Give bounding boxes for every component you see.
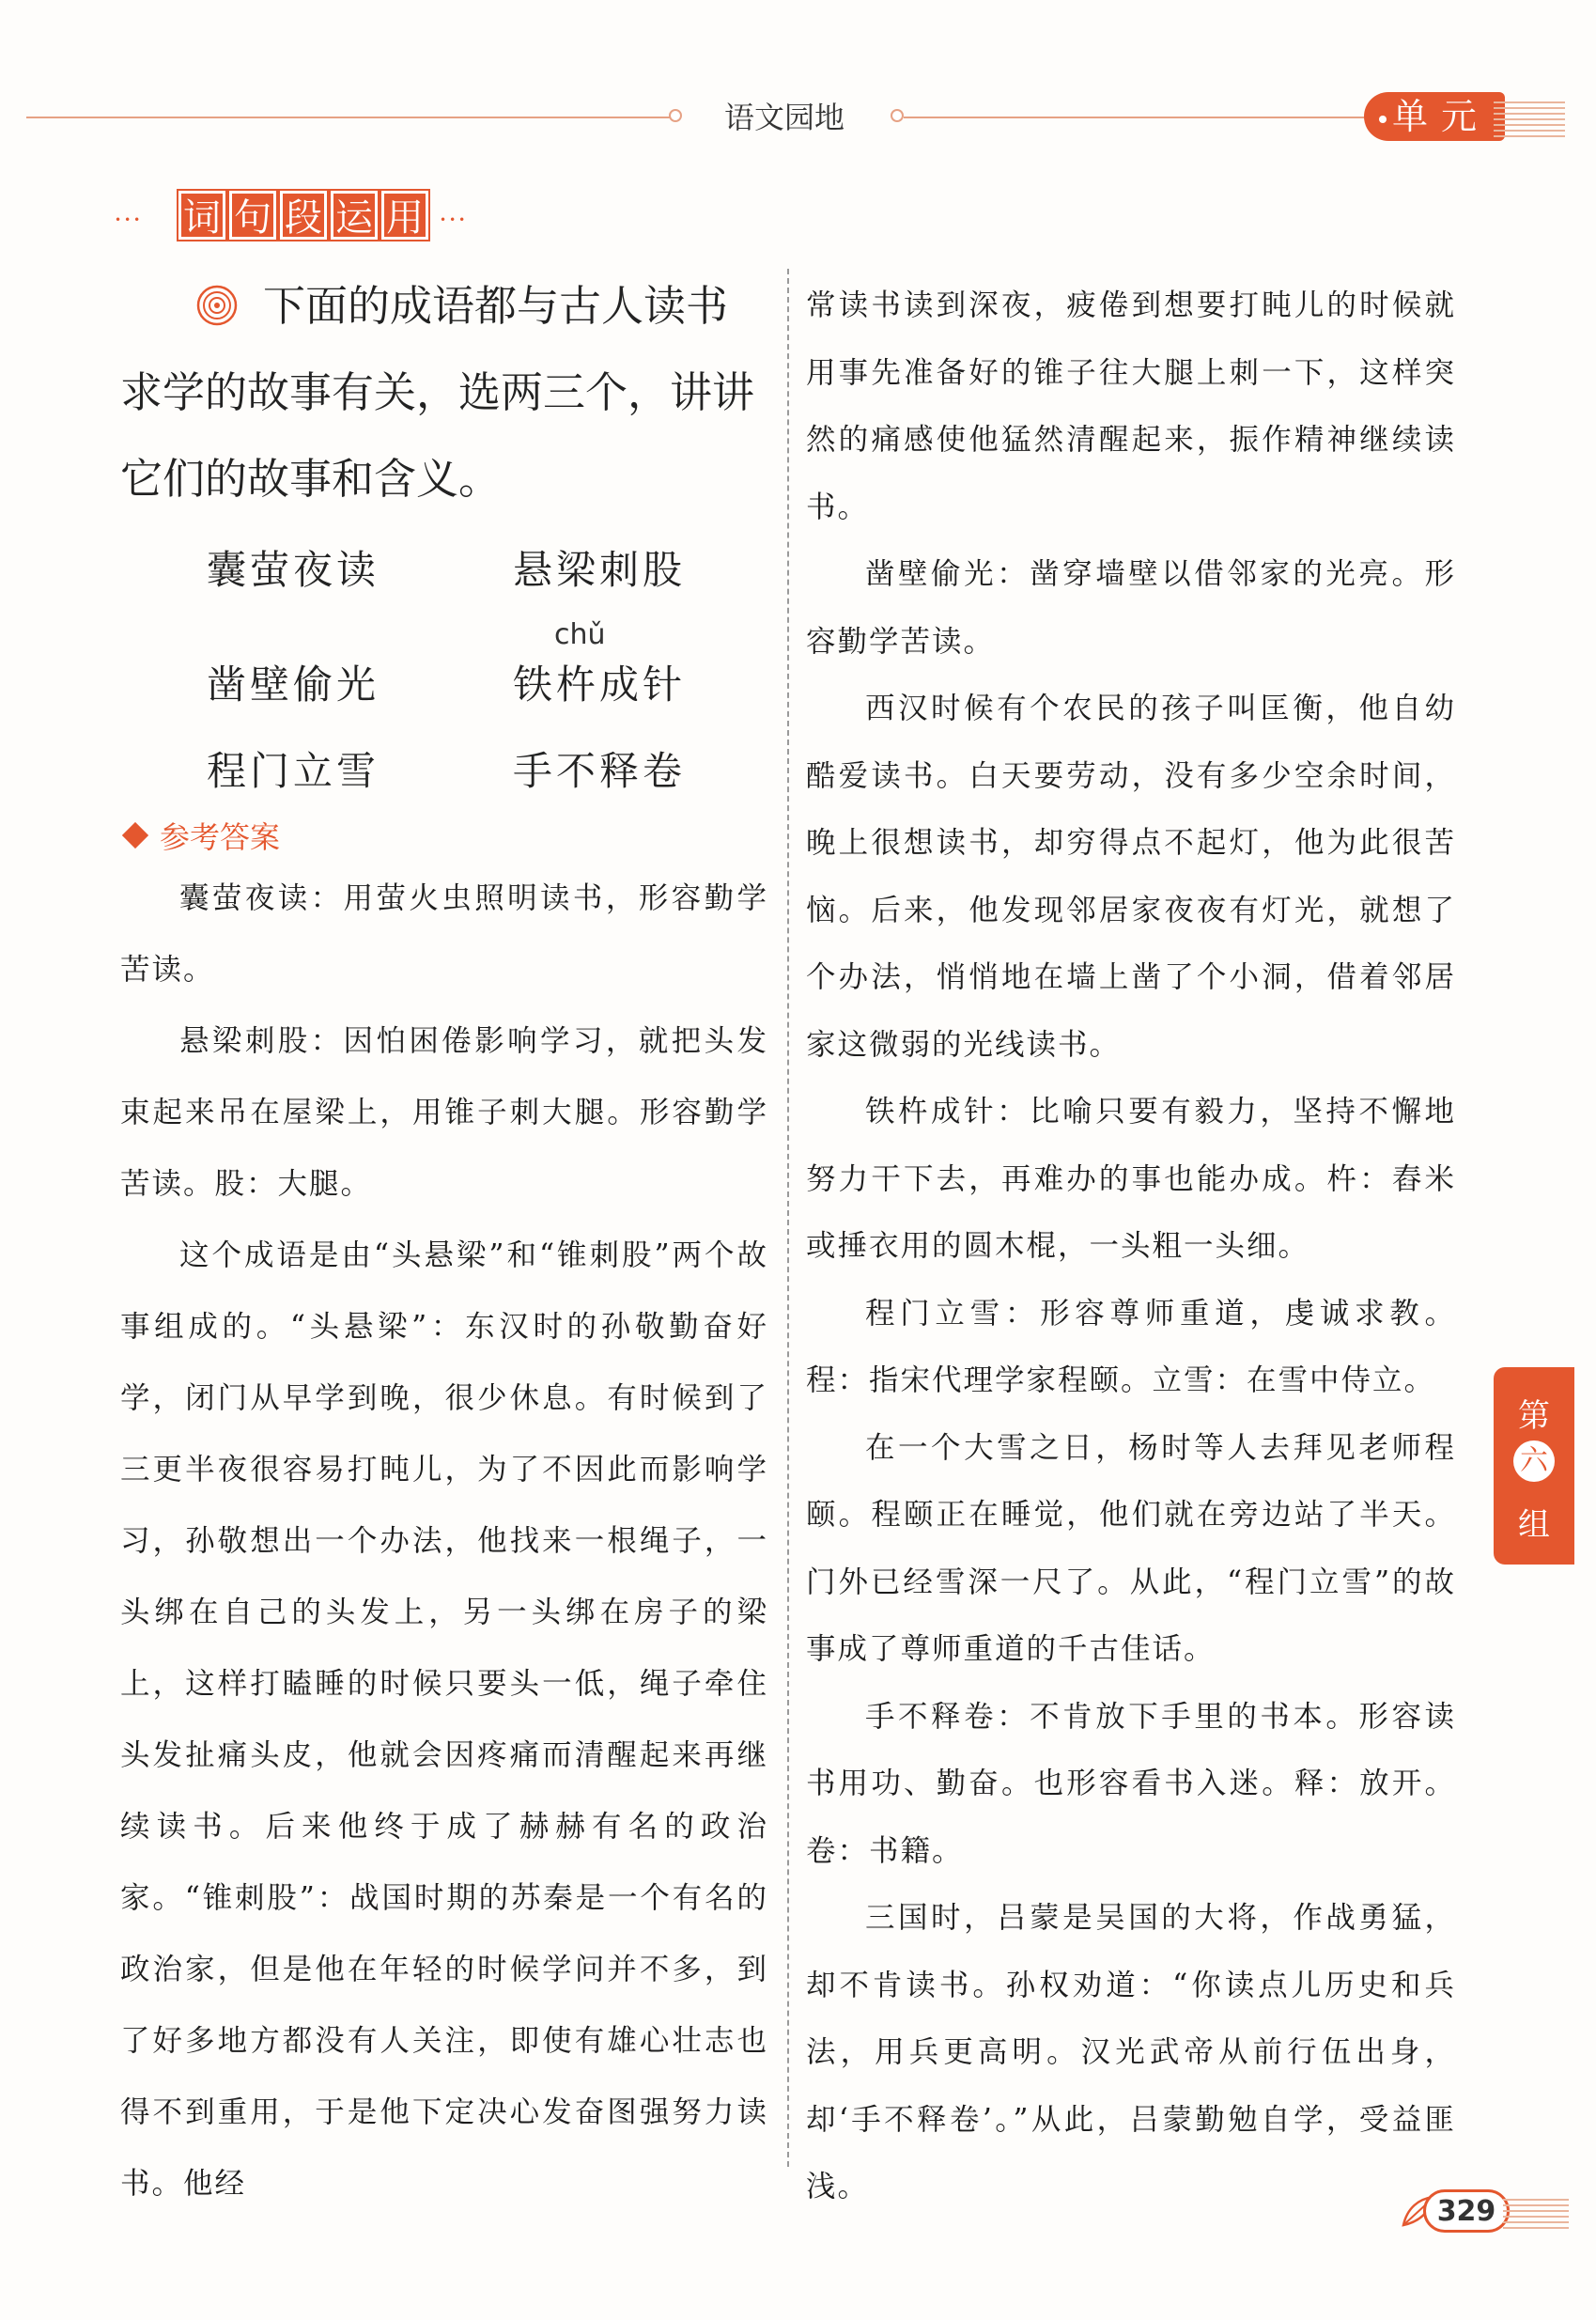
column-divider (787, 269, 789, 2167)
idiom-list (120, 528, 768, 801)
side-tab-line3: 组 (1518, 1506, 1550, 1544)
unit-badge (1364, 92, 1505, 141)
reference-answer-text: 参考答案 (160, 819, 281, 855)
left-answer-text (120, 863, 768, 2219)
section-tag-dots-left: ••• (115, 213, 144, 226)
section-tag-char: 段 (280, 191, 327, 240)
exercise-prompt-block (120, 263, 768, 522)
answer-paragraph: 囊萤夜读：用萤火虫照明读书，形容勤学苦读。 (120, 881, 768, 987)
answer-paragraph: 在一个大雪之日，杨时等人去拜见老师程颐。程颐正在睡觉，他们就在旁边站了半天。门外已经雪深一尺了。从此，“程门立雪”的故事成了尊师重道的千古佳话。 (806, 1430, 1456, 1666)
header-rule-dot-left (669, 109, 682, 122)
idiom-item: 囊萤夜读 (207, 547, 380, 593)
section-tag-char: 句 (229, 191, 276, 240)
footer-stripes (1503, 2199, 1569, 2231)
side-tab-line1: 第 (1518, 1397, 1550, 1435)
answer-paragraph: 悬梁刺股：因怕困倦影响学习，就把头发束起来吊在屋梁上，用锥子刺大腿。形容勤学苦读。股：大腿。 (120, 1024, 768, 1201)
header-title: 语文园地 (723, 100, 844, 135)
unit-side-tab (1494, 1367, 1574, 1565)
badge-dot-icon (1379, 116, 1387, 123)
side-tab-line2: 六 (1513, 1440, 1555, 1482)
answer-paragraph: 三国时，吕蒙是吴国的大将，作战勇猛，却不肯读书。孙权劝道：“你读点儿历史和兵法，用兵更高明。汉光武帝从前行伍出身，却‘手不释卷’。”从此，吕蒙勤勉自学，受益匪浅。 (806, 1901, 1456, 2203)
right-column (806, 272, 1456, 2221)
idiom-item: 悬梁刺股 (513, 547, 687, 593)
left-column (120, 263, 768, 2219)
header-rule-dot-right (891, 109, 904, 122)
answer-paragraph: 铁杵成针：比喻只要有毅力，坚持不懈地努力干下去，再难办的事也能办成。杵：舂米或捶衣用的圆木棍，一头粗一头细。 (806, 1095, 1456, 1263)
idiom-item: 凿壁偷光 (207, 662, 380, 708)
idiom-item: 铁杵成针 (513, 662, 687, 708)
idiom-item: 程门立雪 (207, 748, 380, 794)
answer-paragraph-continued: 常读书读到深夜，疲倦到想要打盹儿的时候就用事先准备好的锥子往大腿上刺一下，这样突然的痛感使他猛然清醒起来，振作精神继续读书。 (806, 288, 1456, 524)
idiom-item: 手不释卷 (513, 748, 687, 794)
answer-paragraph: 西汉时候有个农民的孩子叫匡衡，他自幼酷爱读书。白天要劳动，没有多少空余时间，晚上很想读书，却穷得点不起灯，他为此很苦恼。后来，他发现邻居家夜夜有灯光，就想了个办法，悄悄地在墙上凿了个小洞，借着邻居家这微弱的光线读书。 (806, 692, 1456, 1062)
reference-answer-label (120, 814, 768, 857)
section-tag-dots-right: ••• (440, 213, 469, 226)
diamond-icon (122, 822, 148, 849)
header-rule-right (904, 117, 1364, 118)
section-tag-chars (178, 191, 428, 240)
section-tag-char: 用 (381, 191, 428, 240)
answer-paragraph: 凿壁偷光：凿穿墙壁以借邻家的光亮。形容勤学苦读。 (806, 557, 1456, 659)
answer-paragraph: 程门立雪：形容尊师重道，虔诚求教。程：指宋代理学家程颐。立雪：在雪中侍立。 (806, 1296, 1456, 1397)
exercise-prompt: 下面的成语都与古人读书求学的故事有关，选两三个，讲讲它们的故事和含义。 (120, 281, 755, 504)
page-number: 329 (1423, 2189, 1510, 2233)
header-rule-left (26, 117, 674, 118)
answer-paragraph: 这个成语是由“头悬梁”和“锥刺股”两个故事组成的。“头悬梁”：东汉时的孙敬勤奋好学，闭门从早学到晚，很少休息。有时候到了三更半夜很容易打盹儿，为了不因此而影响学习，孙敬想出一个办法，他找来一根绳子，一头绑在自己的头发上，另一头绑在房子的梁上，这样打瞌睡的时候只要头一低，绳子牵住头发扯痛头皮，他就会因疼痛而清醒起来再继续读书。后来他终于成了赫赫有名的政治家。“锥刺股”：战国时期的苏秦是一个有名的政治家，但是他在年轻的时候学问并不多，到了好多地方都没有人关注，即使有雄心壮志也得不到重用，于是他下定决心发奋图强努力读书。他经 (120, 1238, 768, 2201)
answer-paragraph: 手不释卷：不肯放下手里的书本。形容读书用功、勤奋。也形容看书入迷。释：放开。卷：书籍。 (806, 1699, 1456, 1868)
section-tag-char: 运 (331, 191, 378, 240)
pinyin-annotation: chǔ (554, 618, 606, 651)
header-stripes (1494, 101, 1565, 137)
section-tag-char: 词 (178, 191, 225, 240)
unit-badge-label: 单元 (1391, 96, 1490, 137)
